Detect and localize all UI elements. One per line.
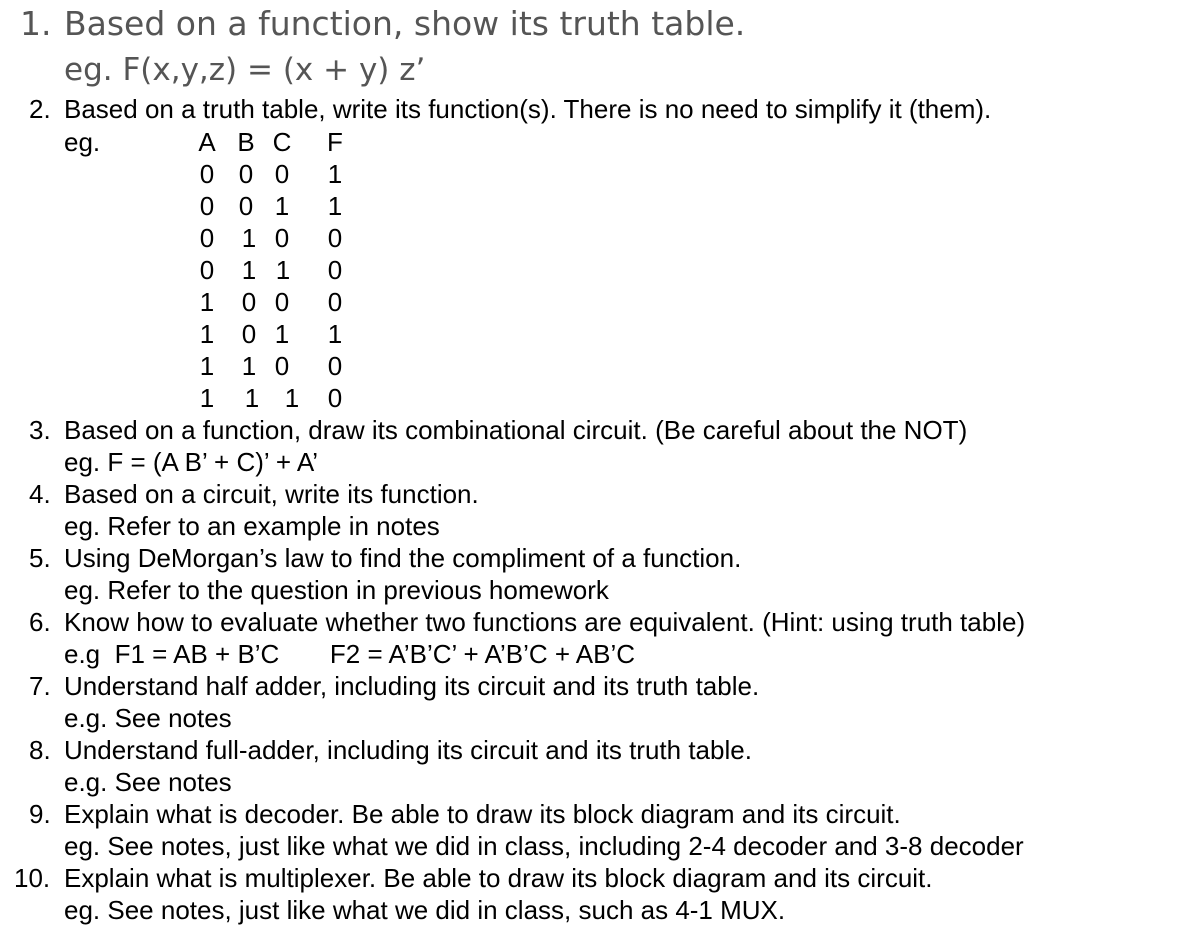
item-10-example: eg. See notes, just like what we did in class, such as 4-1 MUX.	[64, 895, 786, 925]
item-number: 1.	[20, 4, 52, 43]
cell-c: 0	[274, 351, 290, 381]
cell-b: 0	[238, 159, 254, 189]
cell-f: 0	[327, 383, 343, 413]
item-number: 2.	[29, 94, 51, 124]
cell-c: 1	[284, 383, 300, 413]
item-text: Explain what is multiplexer. Be able to draw its block diagram and its circuit.	[64, 863, 933, 893]
item-text: Explain what is decoder. Be able to draw its block diagram and its circuit.	[64, 799, 901, 829]
item-6-example: e.g F1 = AB + B’C F2 = A’B’C’ + A’B’C + AB’C	[64, 639, 636, 669]
item-text: Using DeMorgan’s law to find the compliment of a function.	[64, 543, 742, 573]
cell-a: 0	[199, 191, 215, 221]
cell-c: 0	[274, 223, 290, 253]
cell-c: 1	[275, 255, 291, 285]
item-text: Understand full-adder, including its circuit and its truth table.	[64, 735, 752, 765]
cell-b: 1	[241, 255, 257, 285]
item-5-example: eg. Refer to the question in previous homework	[64, 575, 609, 605]
cell-a: 1	[199, 287, 215, 317]
cell-c: 0	[274, 159, 290, 189]
item-number: 5.	[29, 543, 51, 573]
item-number: 10.	[14, 863, 51, 893]
cell-a: 0	[199, 255, 215, 285]
item-text: Know how to evaluate whether two functions are equivalent. (Hint: using truth table)	[64, 607, 1026, 637]
cell-c: 1	[274, 319, 290, 349]
cell-f: 0	[327, 223, 343, 253]
cell-a: 1	[199, 351, 215, 381]
item-7-example: e.g. See notes	[64, 703, 232, 733]
cell-b: 0	[241, 287, 257, 317]
item-number: 4.	[29, 479, 51, 509]
cell-f: 0	[327, 287, 343, 317]
cell-a: 1	[199, 319, 215, 349]
cell-b: 0	[238, 191, 254, 221]
cell-b: 1	[244, 383, 260, 413]
cell-f: 1	[327, 159, 343, 189]
item-text: Based on a function, show its truth table.	[64, 4, 746, 43]
item-9-example: eg. See notes, just like what we did in class, including 2-4 decoder and 3-8 decoder	[64, 831, 1024, 861]
header-f: F	[327, 127, 343, 157]
item-text: Based on a truth table, write its function(s). There is no need to simplify it (them).	[64, 94, 992, 124]
item-8-example: e.g. See notes	[64, 767, 232, 797]
cell-b: 1	[241, 223, 257, 253]
item-2-example: eg.	[64, 127, 101, 157]
item-3-example: eg. F = (A B’ + C)’ + A’	[64, 447, 319, 477]
cell-c: 0	[274, 287, 290, 317]
item-4-example: eg. Refer to an example in notes	[64, 511, 440, 541]
cell-f: 1	[327, 191, 343, 221]
cell-a: 1	[199, 383, 215, 413]
cell-b: 1	[241, 351, 257, 381]
item-text: Based on a function, draw its combinational circuit. (Be careful about the NOT)	[64, 415, 968, 445]
cell-c: 1	[274, 191, 290, 221]
cell-b: 0	[241, 319, 257, 349]
item-text: Understand half adder, including its circuit and its truth table.	[64, 671, 760, 701]
item-number: 7.	[29, 671, 51, 701]
cell-f: 0	[327, 255, 343, 285]
header-c: C	[272, 127, 292, 157]
item-number: 9.	[29, 799, 51, 829]
item-1-example: eg. F(x,y,z) = (x + y) z’	[64, 52, 426, 88]
header-b: B	[237, 127, 255, 157]
cell-a: 0	[199, 223, 215, 253]
item-number: 3.	[29, 415, 51, 445]
item-text: Based on a circuit, write its function.	[64, 479, 479, 509]
header-a: A	[198, 127, 216, 157]
cell-a: 0	[199, 159, 215, 189]
item-number: 8.	[29, 735, 51, 765]
cell-f: 1	[327, 319, 343, 349]
item-number: 6.	[29, 607, 51, 637]
cell-f: 0	[327, 351, 343, 381]
